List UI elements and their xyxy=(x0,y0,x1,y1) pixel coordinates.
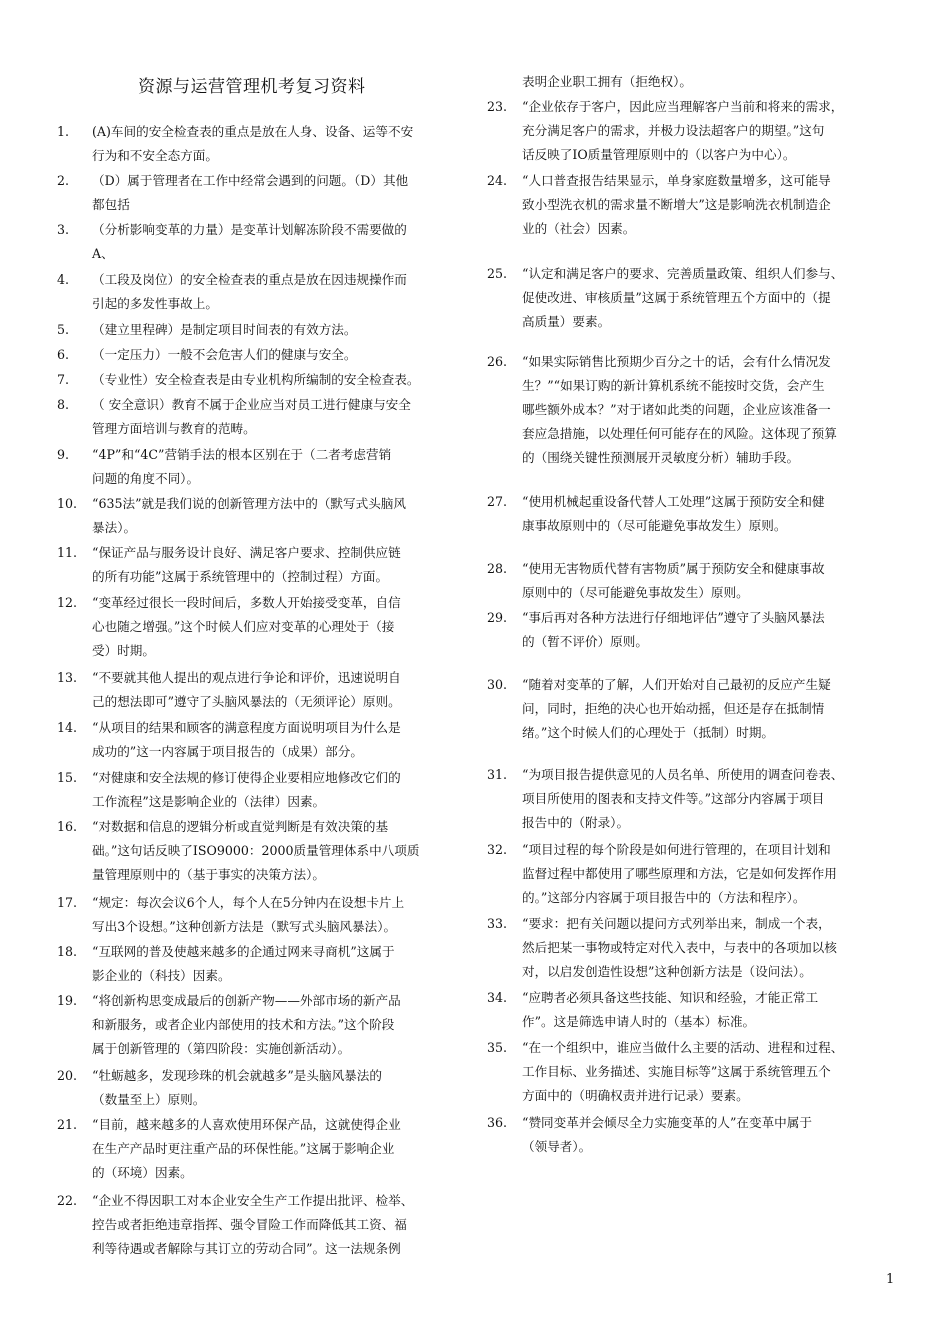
question-line: 问，同时，拒绝的决心也开始动摇，但还是存在抵制情 xyxy=(522,701,825,716)
question-text xyxy=(522,606,907,654)
question-text xyxy=(522,490,907,538)
question-line: “人口普查报告结果显示，单身家庭数量增多，这可能导 xyxy=(522,173,831,188)
question-line: 的（暂不评价）原则。 xyxy=(522,634,648,649)
question-number: 32. xyxy=(487,842,508,857)
question-line: 引起的多发性事故上。 xyxy=(92,296,218,311)
question-text xyxy=(92,1189,477,1261)
question-line: （一定压力）一般不会危害人们的健康与安全。 xyxy=(92,347,357,362)
question-number: 8. xyxy=(57,397,70,412)
question-number: 1. xyxy=(57,124,70,139)
question-line: 的（围绕关键性预测展开灵敏度分析）辅助手段。 xyxy=(522,450,800,465)
question-number: 9. xyxy=(57,447,70,462)
question-text xyxy=(522,1036,907,1108)
question-line: “企业依存于客户，因此应当理解客户当前和将来的需求， xyxy=(522,99,844,114)
question-number: 6. xyxy=(57,347,70,362)
question-line: 项目所使用的图表和支持文件等。”这部分内容属于项目 xyxy=(522,791,825,806)
question-line: 础。”这句话反映了ISO9000：2000质量管理体系中八项质 xyxy=(92,843,420,858)
question-line: （ 安全意识）教育不属于企业应当对员工进行健康与安全 xyxy=(92,397,411,412)
question-text xyxy=(92,940,477,988)
continuation-text: 表明企业职工拥有（拒绝权）。 xyxy=(522,74,693,89)
question-line: 问题的角度不同）。 xyxy=(92,471,200,486)
question-line: 话反映了IO质量管理原则中的（以客户为中心）。 xyxy=(522,147,796,162)
question-line: “对数据和信息的逻辑分析或直觉判断是有效决策的基 xyxy=(92,819,389,834)
question-number: 3. xyxy=(57,222,70,237)
question-number: 18. xyxy=(57,944,78,959)
document-title: 资源与运营管理机考复习资料 xyxy=(138,77,366,97)
question-text xyxy=(92,218,477,266)
question-line: 在生产产品时更注重产品的环保性能。”这属于影响企业 xyxy=(92,1141,395,1156)
question-line: “将创新构思变成最后的创新产物——外部市场的新产品 xyxy=(92,993,401,1008)
question-line: 工作流程”这是影响企业的（法律）因素。 xyxy=(92,794,326,809)
question-line: “在一个组织中，谁应当做什么主要的活动、进程和过程、 xyxy=(522,1040,844,1055)
question-text xyxy=(92,541,477,589)
question-number: 24. xyxy=(487,173,508,188)
question-line: （建立里程碑）是制定项目时间表的有效方法。 xyxy=(92,322,357,337)
question-number: 15. xyxy=(57,770,78,785)
question-text xyxy=(92,368,477,392)
question-line: 充分满足客户的需求，并极力设法超客户的期望。”这句 xyxy=(522,123,825,138)
question-text xyxy=(92,318,477,342)
question-text xyxy=(92,716,477,764)
question-text xyxy=(92,666,477,714)
question-line: 业的（社会）因素。 xyxy=(522,221,636,236)
question-line: “变革经过很长一段时间后，多数人开始接受变革，自信 xyxy=(92,595,401,610)
question-number: 4. xyxy=(57,272,70,287)
question-number: 2. xyxy=(57,173,70,188)
question-line: “事后再对各种方法进行仔细地评估”遵守了头脑风暴法 xyxy=(522,610,825,625)
page-number: 1 xyxy=(886,1272,895,1287)
question-line: “不要就其他人提出的观点进行争论和评价，迅速说明自 xyxy=(92,670,401,685)
question-text xyxy=(522,1111,907,1159)
question-text xyxy=(92,1064,477,1112)
question-line: （D）属于管理者在工作中经常会遇到的问题。（D）其他 xyxy=(92,173,409,188)
question-text xyxy=(522,912,907,984)
question-line: （数量至上）原则。 xyxy=(92,1092,206,1107)
question-number: 23. xyxy=(487,99,508,114)
question-line: “应聘者必须具备这些技能、知识和经验，才能正常工 xyxy=(522,990,819,1005)
question-text xyxy=(92,815,477,887)
question-number: 27. xyxy=(487,494,508,509)
question-text xyxy=(92,169,477,217)
question-line: 促使改进、审核质量”这属于系统管理五个方面中的（提 xyxy=(522,290,831,305)
question-line: “对健康和安全法规的修订使得企业要相应地修改它们的 xyxy=(92,770,401,785)
question-line: 成功的”这一内容属于项目报告的（成果）部分。 xyxy=(92,744,363,759)
question-line: A、 xyxy=(92,246,114,261)
question-line: “项目过程的每个阶段是如何进行管理的，在项目计划和 xyxy=(522,842,831,857)
question-number: 19. xyxy=(57,993,78,1008)
question-line: 作”。这是筛选申请人时的（基本）标准。 xyxy=(522,1014,756,1029)
question-line: “赞同变革并会倾尽全力实施变革的人”在变革中属于 xyxy=(522,1115,812,1130)
question-number: 25. xyxy=(487,266,508,281)
question-text xyxy=(92,1113,477,1185)
question-line: 控告或者拒绝违章指挥、强令冒险工作而降低其工资、福 xyxy=(92,1217,407,1232)
question-number: 20. xyxy=(57,1068,78,1083)
question-number: 16. xyxy=(57,819,78,834)
question-text xyxy=(522,838,907,910)
question-line: “使用无害物质代替有害物质”属于预防安全和健康事故 xyxy=(522,561,825,576)
question-number: 12. xyxy=(57,595,78,610)
question-line: （专业性）安全检查表是由专业机构所编制的安全检查表。 xyxy=(92,372,420,387)
question-line: “目前，越来越多的人喜欢使用环保产品，这就使得企业 xyxy=(92,1117,401,1132)
question-text xyxy=(522,673,907,745)
question-line: “为项目报告提供意见的人员名单、所使用的调查问卷表、 xyxy=(522,767,844,782)
question-number: 26. xyxy=(487,354,508,369)
question-text xyxy=(92,120,477,168)
question-line: 暴法）。 xyxy=(92,520,137,535)
question-line: 套应急措施，以处理任何可能存在的风险。这体现了预算 xyxy=(522,426,837,441)
question-number: 7. xyxy=(57,372,70,387)
question-line: “使用机械起重设备代替人工处理”这属于预防安全和健 xyxy=(522,494,825,509)
question-number: 11. xyxy=(57,545,78,560)
question-line: 原则中的（尽可能避免事故发生）原则。 xyxy=(522,585,749,600)
question-line: 己的想法即可”遵守了头脑风暴法的（无须评论）原则。 xyxy=(92,694,401,709)
question-text xyxy=(522,262,907,334)
question-line: “企业不得因职工对本企业安全生产工作提出批评、检举、 xyxy=(92,1193,414,1208)
question-line: 的所有功能”这属于系统管理中的（控制过程）方面。 xyxy=(92,569,389,584)
question-number: 31. xyxy=(487,767,508,782)
question-number: 10. xyxy=(57,496,78,511)
question-number: 30. xyxy=(487,677,508,692)
question-line: 高质量）要素。 xyxy=(522,314,611,329)
question-line: 心也随之增强。”这个时候人们应对变革的心理处于（接 xyxy=(92,619,395,634)
question-line: “牡蛎越多，发现珍珠的机会就越多”是头脑风暴法的 xyxy=(92,1068,382,1083)
question-text xyxy=(92,591,477,663)
question-text xyxy=(522,557,907,605)
question-text xyxy=(522,350,907,470)
question-number: 28. xyxy=(487,561,508,576)
question-line: 对，以启发创造性设想”这种创新方法是（设问法）。 xyxy=(522,964,812,979)
question-text xyxy=(522,763,907,835)
question-text xyxy=(92,268,477,316)
question-text xyxy=(522,169,907,241)
question-number: 14. xyxy=(57,720,78,735)
question-line: 哪些额外成本？”对于诸如此类的问题，企业应该准备一 xyxy=(522,402,831,417)
question-line: （领导者）。 xyxy=(522,1139,592,1154)
question-number: 35. xyxy=(487,1040,508,1055)
question-line: 和新服务，或者企业内部使用的技术和方法。”这个阶段 xyxy=(92,1017,395,1032)
question-line: 绪。”这个时候人们的心理处于（抵制）时期。 xyxy=(522,725,775,740)
question-line: “要求：把有关问题以提问方式列举出来，制成一个表， xyxy=(522,916,831,931)
question-line: 影企业的（科技）因素。 xyxy=(92,968,231,983)
question-line: “保证产品与服务设计良好、满足客户要求、控制供应链 xyxy=(92,545,401,560)
question-line: “认定和满足客户的要求、完善质量政策、组织人们参与、 xyxy=(522,266,844,281)
question-line: “4P”和“4C”营销手法的根本区别在于（二者考虑营销 xyxy=(92,447,392,462)
question-number: 29. xyxy=(487,610,508,625)
question-line: (A)车间的安全检查表的重点是放在人身、设备、运等不安 xyxy=(92,124,414,139)
question-line: 写出3个设想。”这种创新方法是（默写式头脑风暴法）。 xyxy=(92,919,397,934)
question-text xyxy=(92,766,477,814)
question-line: 都包括 xyxy=(92,197,130,212)
question-line: 属于创新管理的（第四阶段：实施创新活动）。 xyxy=(92,1041,351,1056)
question-line: 报告中的（附录）。 xyxy=(522,815,630,830)
question-text xyxy=(522,95,907,167)
question-line: 管理方面培训与教育的范畴。 xyxy=(92,421,256,436)
question-number: 17. xyxy=(57,895,78,910)
question-line: 监督过程中都使用了哪些原理和方法，它是如何发挥作用 xyxy=(522,866,837,881)
question-text xyxy=(92,443,477,491)
question-text xyxy=(92,343,477,367)
question-text xyxy=(92,891,477,939)
question-line: “如果实际销售比预期少百分之十的话，会有什么情况发 xyxy=(522,354,831,369)
question-line: 受）时期。 xyxy=(92,643,155,658)
question-line: “635法”就是我们说的创新管理方法中的（默写式头脑风 xyxy=(92,496,406,511)
question-line: 量管理原则中的（基于事实的决策方法）。 xyxy=(92,867,325,882)
question-line: 致小型洗衣机的需求量不断增大”这是影响洗衣机制造企 xyxy=(522,197,831,212)
question-line: “规定：每次会议6个人，每个人在5分钟内在设想卡片上 xyxy=(92,895,405,910)
question-number: 22. xyxy=(57,1193,78,1208)
question-text xyxy=(92,393,477,441)
question-line: 行为和不安全态方面。 xyxy=(92,148,218,163)
question-line: “从项目的结果和顾客的满意程度方面说明项目为什么是 xyxy=(92,720,401,735)
question-number: 21. xyxy=(57,1117,78,1132)
question-number: 36. xyxy=(487,1115,508,1130)
question-number: 5. xyxy=(57,322,70,337)
question-line: 然后把某一事物或特定对代入表中，与表中的各项加以核 xyxy=(522,940,837,955)
question-number: 33. xyxy=(487,916,508,931)
question-line: 的。”这部分内容属于项目报告中的（方法和程序）。 xyxy=(522,890,806,905)
question-line: 利等待遇或者解除与其订立的劳动合同”。这一法规条例 xyxy=(92,1241,401,1256)
question-line: （分析影响变革的力量）是变革计划解冻阶段不需要做的 xyxy=(92,222,407,237)
question-line: （工段及岗位）的安全检查表的重点是放在因违规操作而 xyxy=(92,272,407,287)
question-text xyxy=(92,492,477,540)
question-text xyxy=(92,989,477,1061)
question-line: 工作目标、业务描述、实施目标等”这属于系统管理五个 xyxy=(522,1064,831,1079)
question-line: 的（环境）因素。 xyxy=(92,1165,193,1180)
question-line: 生？”“如果订购的新计算机系统不能按时交货，会产生 xyxy=(522,378,825,393)
question-line: “随着对变革的了解，人们开始对自己最初的反应产生疑 xyxy=(522,677,831,692)
question-line: “互联网的普及使越来越多的企通过网来寻商机”这属于 xyxy=(92,944,395,959)
question-text xyxy=(522,986,907,1034)
question-number: 34. xyxy=(487,990,508,1005)
question-line: 康事故原则中的（尽可能避免事故发生）原则。 xyxy=(522,518,787,533)
question-line: 方面中的（明确权责并进行记录）要素。 xyxy=(522,1088,749,1103)
question-number: 13. xyxy=(57,670,78,685)
